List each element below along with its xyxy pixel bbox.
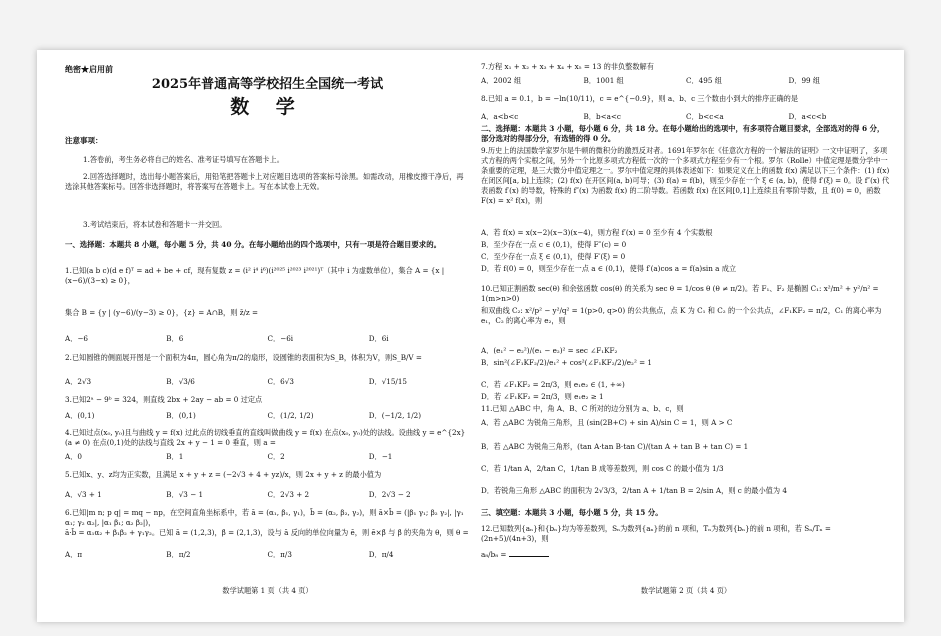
question-6-options (65, 550, 470, 560)
question-12-prompt: a₈/b₈ = (481, 550, 507, 559)
page-2 (481, 50, 891, 622)
option: B．b<a<c (583, 112, 621, 121)
option: C．π/3 (267, 550, 292, 559)
question-3-options (65, 411, 470, 421)
option: A．若 f(x) = x(x−2)(x−3)(x−4)，则方程 f′(x) = 0 至少有 4 个实数根 (481, 228, 713, 237)
question-5-options (65, 490, 470, 500)
answer-blank (509, 556, 549, 557)
option: C．(1/2, 1/2) (267, 411, 314, 420)
question-10-cont: 和双曲线 C₂: x²/p² − y²/q² = 1(p>0, q>0) 的公共焦点，点 K 为 C₁ 和 C₂ 的一个公共点，∠F₁KF₂ = π/2，C₁ 的离心率为 e₁，C₂ 的离心率为 e₂，则 (481, 306, 882, 325)
section-heading: 一、选择题：本题共 8 小题，每小题 5 分，共 40 分。在每小题给出的四个选项中，只有一项是符合题目要求的。 (65, 240, 441, 249)
question-4-options (65, 452, 470, 462)
option: B．1 (166, 452, 184, 461)
option: C．495 组 (686, 76, 722, 85)
question-12-answer-line (481, 550, 891, 560)
option: D．−1 (368, 452, 393, 461)
option: D．6i (368, 334, 389, 343)
option: C．2√3 + 2 (267, 490, 310, 499)
option: B．1001 组 (583, 76, 624, 85)
option: C．6√3 (267, 377, 294, 386)
option: B．6 (166, 334, 184, 343)
option: A．√3 + 1 (65, 490, 102, 499)
option: D．若 ∠F₁KF₂ = 2π/3，则 e₁e₂ ≥ 1 (481, 392, 604, 401)
question-2: 2.已知圆锥的侧面展开图是一个面积为4π，圆心角为π/2的扇形，设圆锥的表面积为S_B，体积为V，则S_B/V = (65, 353, 422, 362)
question-4: 4.已知过点(x₀, y₀)且与曲线 y = f(x) 过此点的切线垂直的直线叫做曲线 y = f(x) 在点(x₀, y₀)处的法线。设曲线 y = e^{2x}(a ≠ 0) 在点(0,1)处的法线与直线 2x + y − 1 = 0 垂直，则 a = (65, 428, 466, 447)
option: D．若 f(0) = 0，则至少存在一点 a ∈ (0,1)，使得 f′(a)cos a = f(a)sin a 成立 (481, 264, 737, 273)
option: D．a<c<b (788, 112, 827, 121)
confidential-label: 绝密★启用前 (65, 64, 113, 74)
option: B．sin²(∠F₁KF₂/2)/e₁² + cos²(∠F₁KF₂/2)/e₂² = 1 (481, 358, 652, 367)
question-2-options (65, 377, 470, 387)
question-8-options (481, 112, 891, 122)
page-footer: 数学试题第 1 页（共 4 页） (222, 586, 313, 595)
option: C．b<c<a (686, 112, 724, 121)
section-heading: 二、选择题：本题共 3 小题，每小题 6 分，共 18 分。在每小题给出的选项中，有多项符合题目要求，全部选对的得 6 分，部分选对的得部分分，有选错的得 0 分。 (481, 124, 885, 143)
notice-heading: 注意事项： (65, 136, 103, 145)
question-5: 5.已知x、y、z均为正实数，且满足 x + y + z = (−2√3 + 4 + yz)/x，则 2x + y + z 的最小值为 (65, 470, 382, 479)
option: B．至少存在一点 c ∈ (0,1)，使得 F″(c) = 0 (481, 240, 627, 249)
notice-item: 1.答卷前，考生务必将自己的姓名、准考证号填写在答题卡上。 (83, 155, 284, 164)
question-1-options (65, 334, 470, 344)
option: D．2√3 − 2 (368, 490, 411, 499)
option: A．−6 (65, 334, 88, 343)
option: D．√15/15 (368, 377, 407, 386)
option: A．(e₁² − e₂²)/(e₁ − e₂)² = sec ∠F₁KF₂ (481, 346, 618, 355)
question-3: 3.已知2ᵃ − 9ᵇ = 324，则直线 2bx + 2ay − ab = 0 过定点 (65, 395, 263, 404)
question-7: 7.方程 x₁ + x₂ + x₃ + x₄ + x₅ = 13 的非负整数解有 (481, 62, 654, 71)
option: B．(0,1) (166, 411, 196, 420)
question-1: 1.已知(a b c)(d e f)ᵀ = ad + be + cf，现有复数 z = (i² i⁴ i⁶)(i²⁰²⁵ i²⁰²³ i²⁰²¹)ᵀ（其中 i 为虚数单位），集合 A = {x | (x−6)/(3−x) ≥ 0}， (65, 266, 445, 285)
option: A．π (65, 550, 83, 559)
question-9: 9.历史上的法国数学家罗尔是牛顿的微积分的激烈反对者。1691年罗尔在《任意次方程的一个解法的证明》一文中证明了，多项式方程的两个实根之间，另外一个比原多项式方程低一次的一个多项式方程至少有一个根。罗尔（Rolle）中值定理是微分学中一条重要的定理，是三大微分中值定理之一。罗尔中值定理的具体表述如下：如果定义在上的函数 f(x) 满足以下三个条件：(1) f(x) 在闭区间[a, b]上连续；(2) f(x) 在开区间(a, b)可导；(3) f(a) = f(b)，则至少存在一个 ξ ∈ (a, b)，使得 f′(ξ) = 0。设 f″(x) 代表函数 f′(x) 的导数，特殊的 f″(x) 为函数 f(x) 的二阶导数。若函数 f(x) 在区间[0,1]上连续且有零阶导数，且 f(0) = 0，函数 F(x) = x² f(x)，则 (481, 146, 890, 205)
question-11: 11.已知 △ABC 中，角 A、B、C 所对的边分别为 a、b、c，则 (481, 404, 684, 413)
question-6-cont: ā·b̄ = α₁α₂ + β₁β₂ + γ₁γ₂。已知 ā = (1,2,3)，β̄ = (2,1,3)，设与 ā 反向的单位向量为 ē，则 ē×β̄ 与 β̄ 的夹角为 θ，则 θ = (65, 528, 469, 537)
option: C．若 ∠F₁KF₂ = 2π/3，则 e₁e₂ ∈ (1, +∞) (481, 380, 625, 389)
page-footer: 数学试题第 2 页（共 4 页） (640, 586, 732, 595)
section-heading: 三、填空题：本题共 3 小题，每小题 5 分，共 15 分。 (481, 508, 663, 517)
option: D．(−1/2, 1/2) (368, 411, 422, 420)
question-12: 12.已知数列{aₙ}和{bₙ}均为等差数列，Sₙ为数列{aₙ}的前 n 项和，Tₙ为数列{bₙ}的前 n 项和，若 Sₙ/Tₙ = (2n+5)/(4n+3)，则 (481, 524, 831, 543)
option: B．√3 − 1 (166, 490, 204, 499)
notice-item: 2.回答选择题时，选出每小题答案后，用铅笔把答题卡上对应题目选项的答案标号涂黑。如需改动，用橡皮擦干净后，再选涂其他答案标号。回答非选择题时，将答案写在答题卡上。写在本试卷上无效。 (65, 172, 464, 191)
option: D．π/4 (368, 550, 394, 559)
option: A．a<b<c (481, 112, 519, 121)
exam-title: 2025年普通高等学校招生全国统一考试 (151, 77, 384, 92)
notice-item: 3.考试结束后，将本试卷和答题卡一并交回。 (83, 220, 227, 229)
question-6: 6.已知|m n; p q| = mq − np，在空间直角坐标系中，若 ā = (α₁, β₁, γ₁)，b̄ = (α₂, β₂, γ₂)，则 ā×b̄ = (|β₁ γ₁; β₂ γ₂|, |γ₁ α₁; γ₂ α₂|, |α₁ β₁; α₂ β₂|)， (65, 508, 464, 527)
option: B．若 △ABC 为锐角三角形，(tan A·tan B·tan C)/(tan A + tan B + tan C) = 1 (481, 442, 749, 451)
option: C．若 1/tan A，2/tan C，1/tan B 成等差数列，则 cos C 的最小值为 1/3 (481, 464, 724, 473)
option: B．π/2 (166, 550, 191, 559)
question-10: 10.已知正割函数 sec(θ) 和余弦函数 cos(θ) 的关系为 sec θ = 1/cos θ (θ ≠ π/2)。若 F₁、F₂ 是椭圆 C₁: x²/m² + y²/n² = 1(m>n>0) (481, 284, 879, 303)
option: A．0 (65, 452, 82, 461)
option: B．√3/6 (166, 377, 195, 386)
exam-paper (37, 50, 904, 622)
option: C．−6i (267, 334, 294, 343)
subject-title: 数 学 (230, 96, 305, 118)
question-1-cont: 集合 B = {y | (y−6)/(y−3) ≥ 0}，{z} = A∩B，则 z̄/z = (65, 308, 259, 317)
option: A．2002 组 (481, 76, 522, 85)
option: C．2 (267, 452, 285, 461)
option: A．(0,1) (65, 411, 95, 420)
option: A．若 △ABC 为锐角三角形，且 (sin(2B+C) + sin A)/sin C = 1，则 A > C (481, 418, 733, 427)
question-8: 8.已知 a = 0.1，b = −ln(10/11)，c = e^{−0.9}，则 a、b、c 三个数由小到大的排序正确的是 (481, 94, 799, 103)
option: C．至少存在一点 ξ ∈ (0,1)，使得 F′(ξ) = 0 (481, 252, 626, 261)
question-7-options (481, 76, 891, 86)
option: A．2√3 (65, 377, 92, 386)
option: D．99 组 (788, 76, 821, 85)
page-1 (65, 50, 470, 622)
option: D．若锐角三角形 △ABC 的面积为 2√3/3，2/tan A + 1/tan B = 2/sin A，则 c 的最小值为 4 (481, 486, 787, 495)
